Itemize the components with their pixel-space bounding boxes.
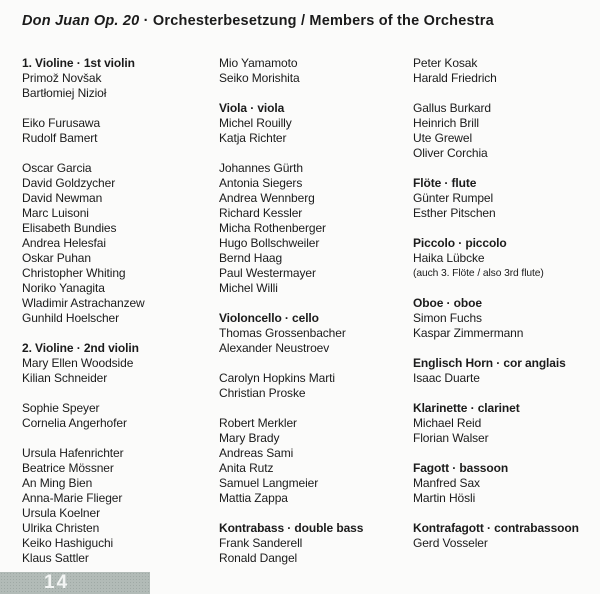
member-name: Oscar Garcia <box>22 161 92 175</box>
page-subtitle: Orchesterbesetzung / Members of the Orchestra <box>152 13 494 29</box>
section-header: Viola · viola <box>219 101 285 115</box>
section-header: 2. Violine · 2nd violin <box>22 341 139 355</box>
member-note: (auch 3. Flöte / also 3rd flute) <box>413 268 544 279</box>
section-header: Flöte · flute <box>413 176 477 190</box>
member-name: Mio Yamamoto <box>219 56 298 70</box>
spacer <box>22 386 220 401</box>
member-name: Haika Lübcke <box>413 251 485 265</box>
member-name: Michel Willi <box>219 281 278 295</box>
member-name: Bernd Haag <box>219 251 283 265</box>
member-name: Christian Proske <box>219 386 306 400</box>
member-name: Mary Ellen Woodside <box>22 356 134 370</box>
member-name: Oliver Corchia <box>413 146 488 160</box>
member-name: Mary Brady <box>219 431 280 445</box>
member-name: Hugo Bollschweiler <box>219 236 320 250</box>
member-name: Rudolf Bamert <box>22 131 98 145</box>
member-name: Wladimir Astrachanzew <box>22 296 145 310</box>
member-name: Ursula Koelner <box>22 506 100 520</box>
spacer <box>413 446 600 461</box>
spacer <box>22 101 220 116</box>
spacer <box>219 401 417 416</box>
member-name: An Ming Bien <box>22 476 93 490</box>
section-header: Fagott · bassoon <box>413 461 509 475</box>
section-header: Kontrafagott · contrabassoon <box>413 521 579 535</box>
member-name: Carolyn Hopkins Marti <box>219 371 335 385</box>
spacer <box>22 146 220 161</box>
member-name: Anna-Marie Flieger <box>22 491 123 505</box>
column-violas-cellos-basses <box>219 56 417 566</box>
spacer <box>219 296 417 311</box>
spacer <box>413 221 600 236</box>
member-name: Noriko Yanagita <box>22 281 105 295</box>
member-name: Ute Grewel <box>413 131 473 145</box>
spacer <box>219 356 417 371</box>
member-name: Elisabeth Bundies <box>22 221 117 235</box>
spacer <box>413 506 600 521</box>
column-winds <box>413 56 600 551</box>
member-name: Ronald Dangel <box>219 551 298 565</box>
member-name: Sophie Speyer <box>22 401 100 415</box>
member-name: Johannes Gürth <box>219 161 303 175</box>
spacer <box>413 86 600 101</box>
section-header: Violoncello · cello <box>219 311 319 325</box>
spacer <box>413 281 600 296</box>
member-name: Michael Reid <box>413 416 482 430</box>
member-name: Harald Friedrich <box>413 71 497 85</box>
member-name: Alexander Neustroev <box>219 341 330 355</box>
member-name: Marc Luisoni <box>22 206 89 220</box>
member-name: Andrea Wennberg <box>219 191 315 205</box>
member-name: Oskar Puhan <box>22 251 91 265</box>
member-name: Martin Hösli <box>413 491 476 505</box>
section-header: 1. Violine · 1st violin <box>22 56 135 70</box>
spacer <box>413 341 600 356</box>
member-name: Peter Kosak <box>413 56 478 70</box>
member-name: Beatrice Mössner <box>22 461 114 475</box>
member-name: Gerd Vosseler <box>413 536 488 550</box>
member-name: Bartłomiej Nizioł <box>22 86 107 100</box>
member-name: Ursula Hafenrichter <box>22 446 124 460</box>
member-name: Gallus Burkard <box>413 101 491 115</box>
member-name: Ulrika Christen <box>22 521 100 535</box>
member-name: Isaac Duarte <box>413 371 480 385</box>
column-first-violins <box>22 56 220 566</box>
spacer <box>219 506 417 521</box>
member-name: Günter Rumpel <box>413 191 494 205</box>
member-name: Mattia Zappa <box>219 491 288 505</box>
page-number: 14 <box>44 572 70 593</box>
page-number-badge <box>0 572 150 594</box>
work-title: Don Juan Op. 20 <box>22 13 140 29</box>
member-name: Richard Kessler <box>219 206 303 220</box>
spacer <box>22 326 220 341</box>
member-name: Robert Merkler <box>219 416 297 430</box>
member-name: Cornelia Angerhofer <box>22 416 127 430</box>
member-name: Klaus Sattler <box>22 551 89 565</box>
member-name: Micha Rothenberger <box>219 221 326 235</box>
member-name: Anita Rutz <box>219 461 274 475</box>
member-name: Simon Fuchs <box>413 311 482 325</box>
section-header: Oboe · oboe <box>413 296 482 310</box>
spacer <box>22 431 220 446</box>
member-name: Thomas Grossenbacher <box>219 326 346 340</box>
spacer <box>413 386 600 401</box>
member-name: Antonia Siegers <box>219 176 303 190</box>
page-title <box>22 13 494 29</box>
member-name: Paul Westermayer <box>219 266 316 280</box>
section-header: Englisch Horn · cor anglais <box>413 356 566 370</box>
title-separator: · <box>139 13 153 29</box>
member-name: Eiko Furusawa <box>22 116 101 130</box>
member-name: Heinrich Brill <box>413 116 479 130</box>
member-name: Andrea Helesfai <box>22 236 106 250</box>
member-name: Samuel Langmeier <box>219 476 319 490</box>
spacer <box>219 146 417 161</box>
member-name: David Newman <box>22 191 103 205</box>
member-name: Katja Richter <box>219 131 287 145</box>
member-name: Seiko Morishita <box>219 71 300 85</box>
member-name: Kilian Schneider <box>22 371 108 385</box>
spacer <box>219 86 417 101</box>
section-header: Kontrabass · double bass <box>219 521 364 535</box>
member-name: Kaspar Zimmermann <box>413 326 524 340</box>
member-name: Keiko Hashiguchi <box>22 536 114 550</box>
member-name: Florian Walser <box>413 431 489 445</box>
member-name: Primož Novšak <box>22 71 102 85</box>
section-header: Piccolo · piccolo <box>413 236 507 250</box>
spacer <box>413 161 600 176</box>
member-name: Esther Pitschen <box>413 206 496 220</box>
member-name: Manfred Sax <box>413 476 480 490</box>
section-header: Klarinette · clarinet <box>413 401 520 415</box>
member-name: David Goldzycher <box>22 176 116 190</box>
member-name: Michel Rouilly <box>219 116 292 130</box>
member-name: Andreas Sami <box>219 446 294 460</box>
member-name: Gunhild Hoelscher <box>22 311 120 325</box>
member-name: Christopher Whiting <box>22 266 126 280</box>
member-name: Frank Sanderell <box>219 536 303 550</box>
